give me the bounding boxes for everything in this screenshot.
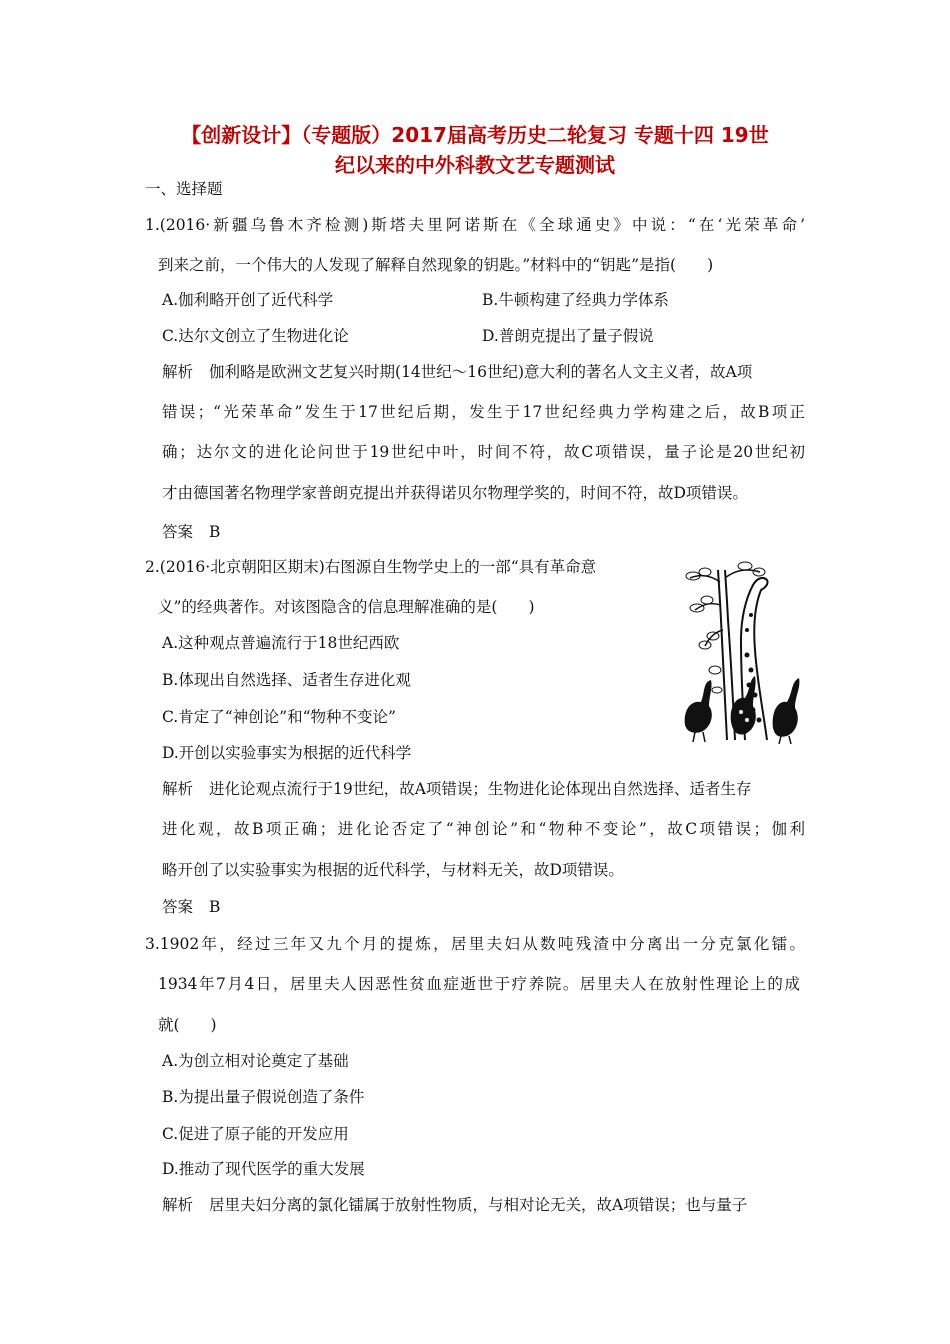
document-title bbox=[110, 120, 840, 180]
q1-stem-line-1: 1.(2016·新疆乌鲁木齐检测)斯塔夫里阿诺斯在《全球通史》中说：“在‘光荣革命’ bbox=[145, 216, 805, 234]
q1-analysis-line-1 bbox=[162, 361, 752, 383]
q1-option-c: C.达尔文创立了生物进化论 bbox=[162, 327, 349, 345]
q2-answer-value: B bbox=[209, 898, 221, 916]
q2-option-d: D.开创以实验事实为根据的近代科学 bbox=[162, 744, 412, 762]
q1-option-a: A.伽利略开创了近代科学 bbox=[162, 291, 334, 309]
section-heading: 一、选择题 bbox=[145, 180, 223, 198]
giraffe-and-birds-illustration-icon bbox=[675, 560, 815, 745]
q3-option-a: A.为创立相对论奠定了基础 bbox=[162, 1052, 349, 1070]
q2-option-a: A.这种观点普遍流行于18世纪西欧 bbox=[162, 634, 400, 652]
title-line-2: 纪以来的中外科教文艺专题测试 bbox=[335, 153, 615, 177]
q2-option-c: C.肯定了“神创论”和“物种不变论” bbox=[162, 708, 396, 726]
q3-option-d: D.推动了现代医学的重大发展 bbox=[162, 1160, 365, 1178]
q2-stem-line-2: 义”的经典著作。对该图隐含的信息理解准确的是( ) bbox=[158, 598, 535, 616]
q2-analysis-line-2: 进化观，故B项正确；进化论否定了“神创论”和“物种不变论”，故C项错误；伽利 bbox=[162, 820, 805, 838]
q2-answer bbox=[162, 896, 220, 918]
q2-option-b: B.体现出自然选择、适者生存进化观 bbox=[162, 671, 411, 689]
q3-stem-line-1: 3.1902年，经过三年又九个月的提炼，居里夫妇从数吨残渣中分离出一分克氯化镭。 bbox=[145, 935, 805, 953]
q1-answer-label: 答案 bbox=[162, 523, 194, 541]
q2-analysis-line-3: 略开创了以实验事实为根据的近代科学，与材料无关，故D项错误。 bbox=[162, 861, 624, 879]
q2-stem-line-1: 2.(2016·北京朝阳区期末)右图源自生物学史上的一部“具有革命意 bbox=[145, 558, 597, 576]
q1-analysis-label: 解析 bbox=[162, 363, 194, 381]
q1-stem-line-2: 到来之前，一个伟大的人发现了解释自然现象的钥匙。”材料中的“钥匙”是指( ) bbox=[158, 256, 714, 274]
q3-analysis-text-1: 居里夫妇分离的氯化镭属于放射性物质，与相对论无关，故A项错误；也与量子 bbox=[209, 1196, 748, 1214]
q3-stem-line-3: 就( ) bbox=[158, 1016, 217, 1034]
q1-answer bbox=[162, 521, 220, 543]
q1-analysis-text-1: 伽利略是欧洲文艺复兴时期(14世纪～16世纪)意大利的著名人文主义者，故A项 bbox=[209, 363, 753, 381]
q3-option-b: B.为提出量子假说创造了条件 bbox=[162, 1088, 365, 1106]
q3-analysis-label: 解析 bbox=[162, 1196, 194, 1214]
q1-option-b: B.牛顿构建了经典力学体系 bbox=[482, 291, 669, 309]
q3-stem-line-2: 1934年7月4日，居里夫人因恶性贫血症逝世于疗养院。居里夫人在放射性理论上的成 bbox=[158, 975, 800, 993]
q1-analysis-line-4: 才由德国著名物理学家普朗克提出并获得诺贝尔物理学奖的，时间不符，故D项错误。 bbox=[162, 484, 748, 502]
q2-analysis-text-1: 进化论观点流行于19世纪，故A项错误；生物进化论体现出自然选择、适者生存 bbox=[209, 780, 752, 798]
q1-analysis-line-2: 错误；“光荣革命”发生于17世纪后期，发生于17世纪经典力学构建之后，故B项正 bbox=[162, 403, 805, 421]
q1-answer-value: B bbox=[209, 523, 221, 541]
title-line-1: 【创新设计】（专题版）2017届高考历史二轮复习 专题十四 19世 bbox=[181, 123, 769, 147]
q2-answer-label: 答案 bbox=[162, 898, 194, 916]
q3-option-c: C.促进了原子能的开发应用 bbox=[162, 1125, 349, 1143]
q1-analysis-line-3: 确；达尔文的进化论问世于19世纪中叶，时间不符，故C项错误，量子论是20世纪初 bbox=[162, 443, 805, 461]
q1-option-d: D.普朗克提出了量子假说 bbox=[482, 327, 654, 345]
q2-analysis-line-1 bbox=[162, 778, 751, 800]
q2-analysis-label: 解析 bbox=[162, 780, 194, 798]
q3-analysis-line-1 bbox=[162, 1194, 747, 1216]
